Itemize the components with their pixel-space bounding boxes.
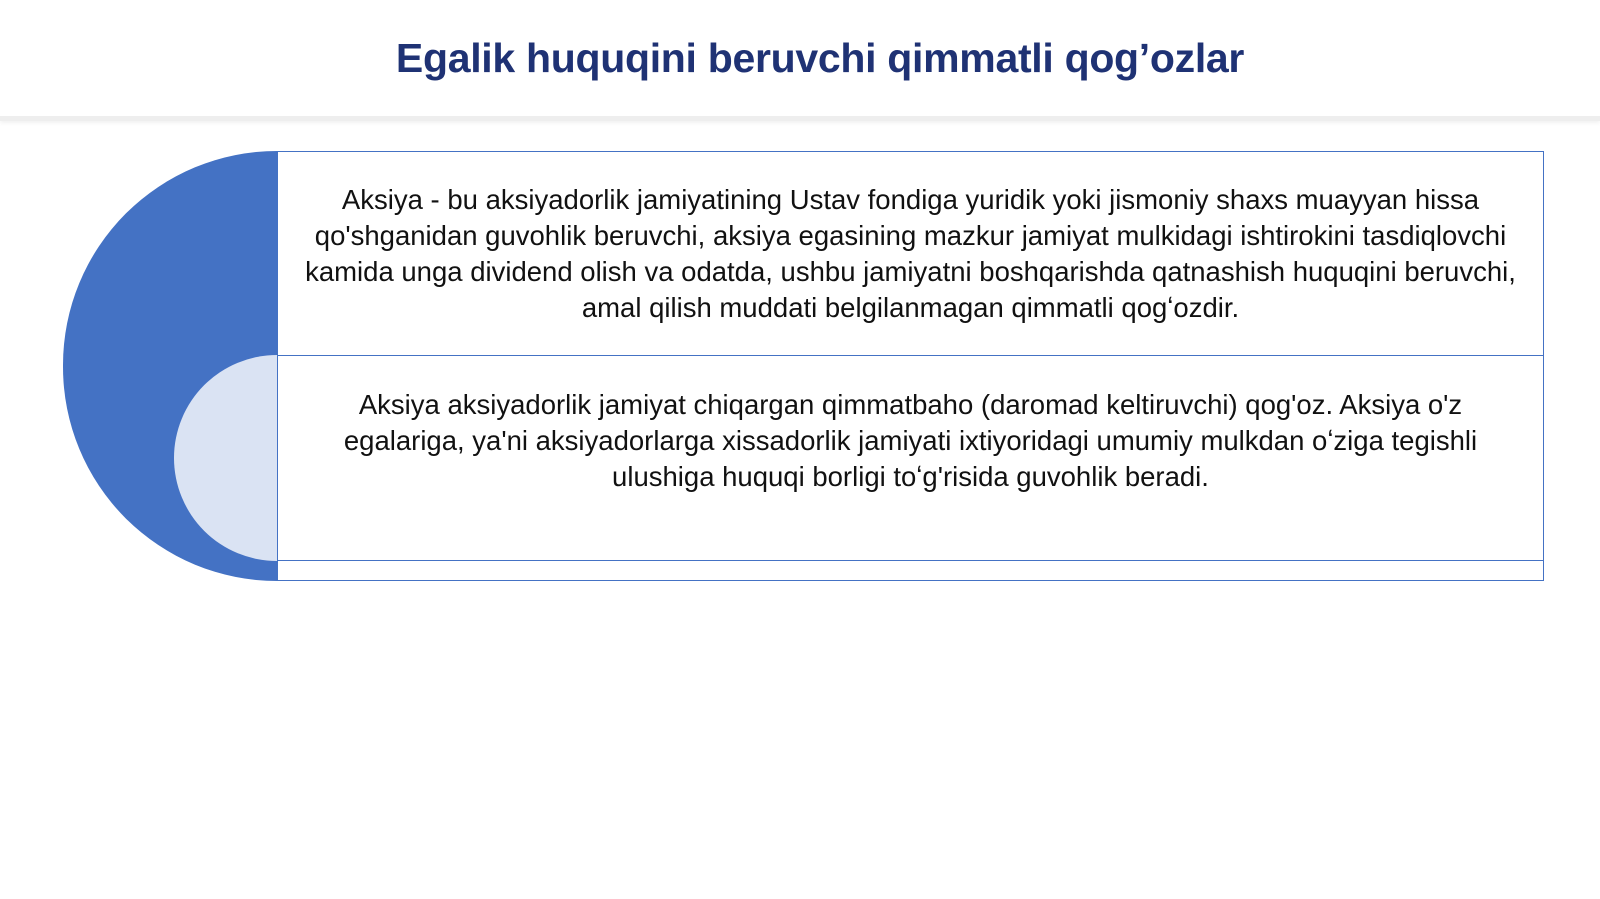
- list-footer-strip: [277, 560, 1544, 581]
- list-item-1: [277, 151, 1544, 356]
- list-item-2-text: Aksiya aksiyadorlik jamiyat chiqargan qimmatbaho (daromad keltiruvchi) qog'oz. Aksiya o'z egalariga, ya'ni aksiyadorlarga xissadorlik jamiyati ixtiyoridagi umumiy mulkdan oʻziga tegishli ulushiga huquqi borligi toʻg'risida guvohlik beradi.: [343, 389, 1478, 492]
- slide-title: Egalik huquqini beruvchi qimmatli qog’ozlar: [395, 34, 1245, 81]
- list-item-1-text: Aksiya - bu aksiyadorlik jamiyatining Ustav fondiga yuridik yoki jismoniy shaxs muayyan hissa qo'shganidan guvohlik beruvchi, aksiya egasining mazkur jamiyat mulkidagi ishtirokini tasdiqlovchi kamida unga dividend olish va odatda, ushbu jamiyatni boshqarishda qatnashish huquqini beruvchi, amal qilish muddati belgilanmagan qimmatli qogʻozdir.: [305, 183, 1516, 323]
- list-item-2: [277, 355, 1544, 561]
